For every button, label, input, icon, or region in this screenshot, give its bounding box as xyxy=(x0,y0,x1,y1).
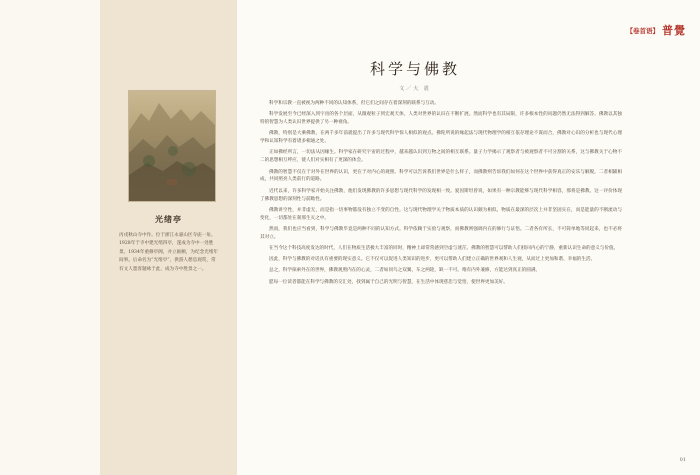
landscape-painting xyxy=(128,90,216,202)
paragraph: 在当今这个科技高度发达的时代，人们在物质生活极大丰富的同时，精神上却常常感到空虚与迷茫。佛教的智慧可以帮助人们找回内心的宁静，重新认识生命的意义与价值。 xyxy=(269,245,619,251)
paragraph: 然而，我们也应当看到，科学与佛教毕竟是两种不同的认知方式。科学依赖于实验与观察，而佛教则强调内在的修行与证悟。二者各有所长，不可简单地等同起来，也不必将其对立。 xyxy=(260,226,622,240)
landscape-painting-art xyxy=(129,91,215,201)
paragraph: 因此，科学与佛教的对话具有重要的现实意义。它不仅可以促进人类知识的进步，更可以帮助人们建立正确的世界观和人生观，从而过上更加和谐、幸福的生活。 xyxy=(269,257,596,263)
brand-mark: 普覺 xyxy=(662,24,686,37)
paragraph: 愿每一位读者都能在科学与佛教的交汇处，找到属于自己的光明与智慧，在生活中体现慈悲与觉悟，使世界更加美好。 xyxy=(269,279,508,285)
paragraph: 近代以来，许多科学家开始关注佛教，他们发现佛教的许多思想与现代科学的发现相一致。爱因斯坦曾说，如果有一种宗教能够与现代科学相容，那将是佛教。这一评价体现了佛教思想的深刻性与前瞻性。 xyxy=(260,188,622,202)
paragraph: 佛教的智慧不仅在于对外在世界的认识，更在于对内心的观照。科学可以告诉我们世界是什么样子，而佛教则告诉我们如何在这个世界中获得真正的安乐与解脱。二者相辅相成，共同照亮人类前行的道路。 xyxy=(260,169,622,183)
article-title: 科学与佛教 xyxy=(369,60,460,78)
article-body xyxy=(260,100,622,290)
paragraph: 科学和宗教一直被视为两种不同的认知体系，但它们之间存在着深刻的联系与互动。 xyxy=(269,101,439,106)
column-tag: 【卷首语】 xyxy=(626,26,659,35)
page-header xyxy=(627,22,687,38)
caption-title: 光绪亭 xyxy=(155,214,182,224)
paragraph: 总之，科学探索外在的世界，佛教观照内在的心灵，二者如同鸟之双翼、车之两轮，缺一不可。唯有内外兼修，方能达到真正的圆满。 xyxy=(269,268,541,274)
paragraph: 科学发展至今已经深入到宇宙的各个层面，从微观粒子到宏观天体，人类对世界的认识在不断扩展。然而科学也有其局限，许多根本性的问题仍然无法得到解答。佛教以其独特的智慧为人类认识世界提供了另一种视角。 xyxy=(260,112,622,126)
caption-body: 丙戌秋山寺中作。位于浙江永嘉山区寺庙一角。1928年于寺中建光绪四亭，遂成为寺中一处胜景。1934年重修亭阁，并立匾额，为纪念光绪年间事。后命名为“光绪亭”，供游人憩息观赏，常有文人墨客题咏于此，成为寺中胜景之一。 xyxy=(119,233,218,272)
left-margin xyxy=(0,0,100,475)
paragraph: 正如佛经所言，一切法从因缘生。科学家在研究宇宙的过程中，越来越认识到万物之间的相互联系。量子力学揭示了观察者与被观察者不可分割的关系，这与佛教关于心物不二的思想相互呼应，使人们对实相有了更深的体会。 xyxy=(260,150,622,164)
page-number: 01 xyxy=(679,457,686,463)
paragraph: 佛教讲空性，并非虚无，而是指一切事物都没有独立不变的自性。这与现代物理学关于物质本质的认识颇为相似。物质在最深的层次上并非坚固实在，而是能量的不断流动与变化，一切都处在刹那生灭之中。 xyxy=(260,207,622,221)
byline: 文／大 震 xyxy=(399,86,431,92)
paragraph: 佛教，特别是大乘佛教，在两千多年前就提出了许多与现代科学惊人相似的观点。佛陀所说的缘起法与现代物理学的相互依存理论不谋而合，佛教对心识的分析也与现代心理学和认知科学有着诸多相通之处。 xyxy=(260,131,622,145)
